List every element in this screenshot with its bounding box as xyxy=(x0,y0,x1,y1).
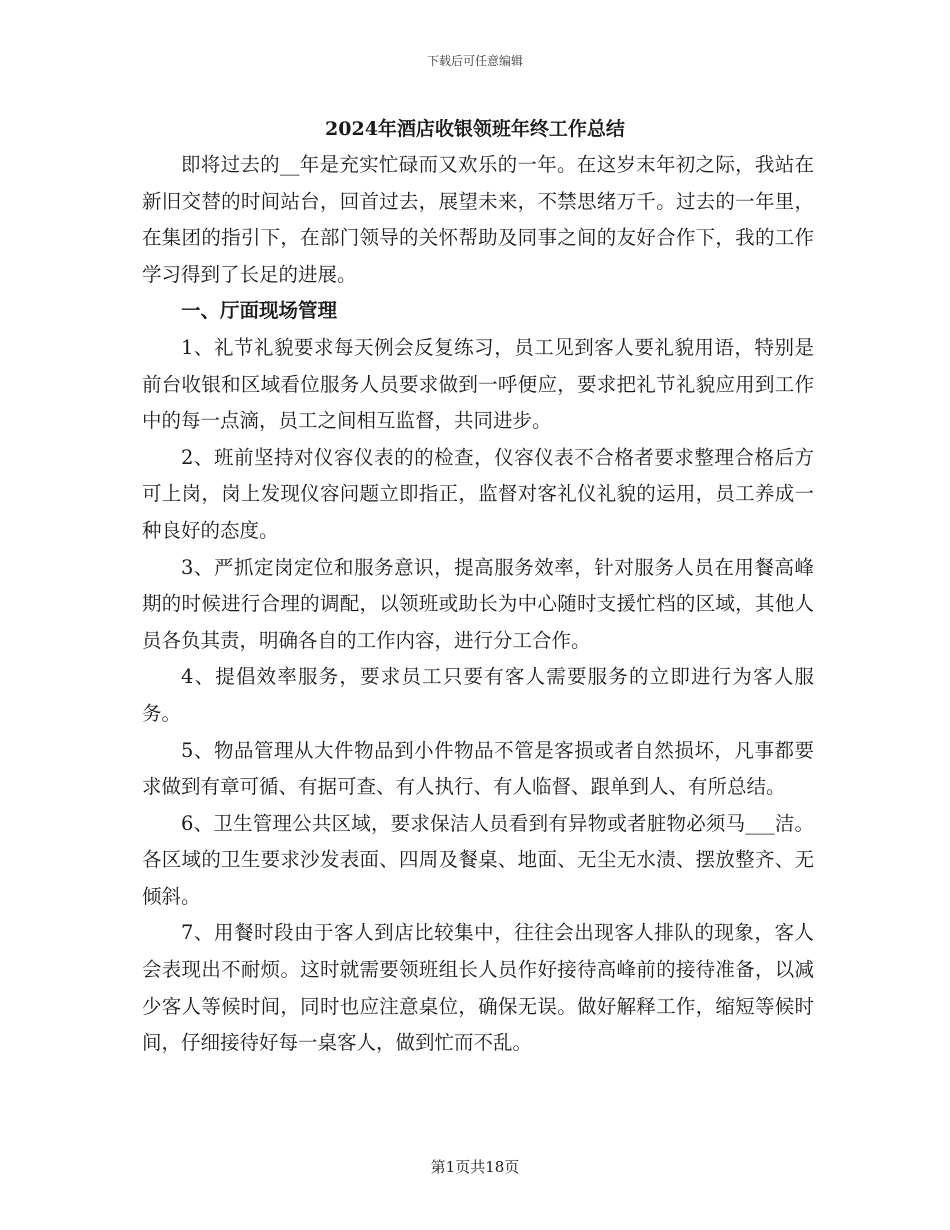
intro-paragraph: 即将过去的__年是充实忙碌而又欢乐的一年。在这岁末年初之际，我站在新旧交替的时间站台，回首过去，展望未来，不禁思绪万千。过去的一年里，在集团的指引下，在部门领导的关怀帮助及同事之间的友好合作下，我的工作学习得到了长足的进展。 xyxy=(142,153,814,286)
list-item: 4、提倡效率服务，要求员工只要有客人需要服务的立即进行为客人服务。 xyxy=(142,665,814,725)
document-title: 2024年酒店收银领班年终工作总结 xyxy=(325,118,625,140)
page-number: 第1页共18页 xyxy=(430,1158,520,1176)
header-note: 下载后可任意编辑 xyxy=(426,54,523,68)
list-item: 2、班前坚持对仪容仪表的的检查，仪容仪表不合格者要求整理合格后方可上岗，岗上发现仪容问题立即指正，监督对客礼仪礼貌的运用，员工养成一种良好的态度。 xyxy=(142,445,814,542)
list-item: 7、用餐时段由于客人到店比较集中，往往会出现客人排队的现象，客人会表现出不耐烦。这时就需要领班组长人员作好接待高峰前的接待准备，以减少客人等候时间，同时也应注意桌位，确保无误。做好解释工作，缩短等候时间，仔细接待好每一桌客人，做到忙而不乱。 xyxy=(142,921,814,1055)
section-heading: 一、厅面现场管理 xyxy=(181,299,338,323)
list-item: 6、卫生管理公共区域，要求保洁人员看到有异物或者脏物必须马___洁。各区域的卫生要求沙发表面、四周及餐桌、地面、无尘无水渍、摆放整齐、无倾斜。 xyxy=(142,811,814,908)
list-item: 1、礼节礼貌要求每天例会反复练习，员工见到客人要礼貌用语，特别是前台收银和区域看位服务人员要求做到一呼便应，要求把礼节礼貌应用到工作中的每一点滴，员工之间相互监督，共同进步。 xyxy=(142,335,814,433)
document-body xyxy=(142,147,814,1062)
list-item: 5、物品管理从大件物品到小件物品不管是客损或者自然损坏，凡事都要求做到有章可循、有据可查、有人执行、有人临督、跟单到人、有所总结。 xyxy=(142,738,814,799)
list-item: 3、严抓定岗定位和服务意识，提高服务效率，针对服务人员在用餐高峰期的时候进行合理的调配，以领班或助长为中心随时支援忙档的区域，其他人员各负其责，明确各自的工作内容，进行分工合作。 xyxy=(142,555,814,652)
